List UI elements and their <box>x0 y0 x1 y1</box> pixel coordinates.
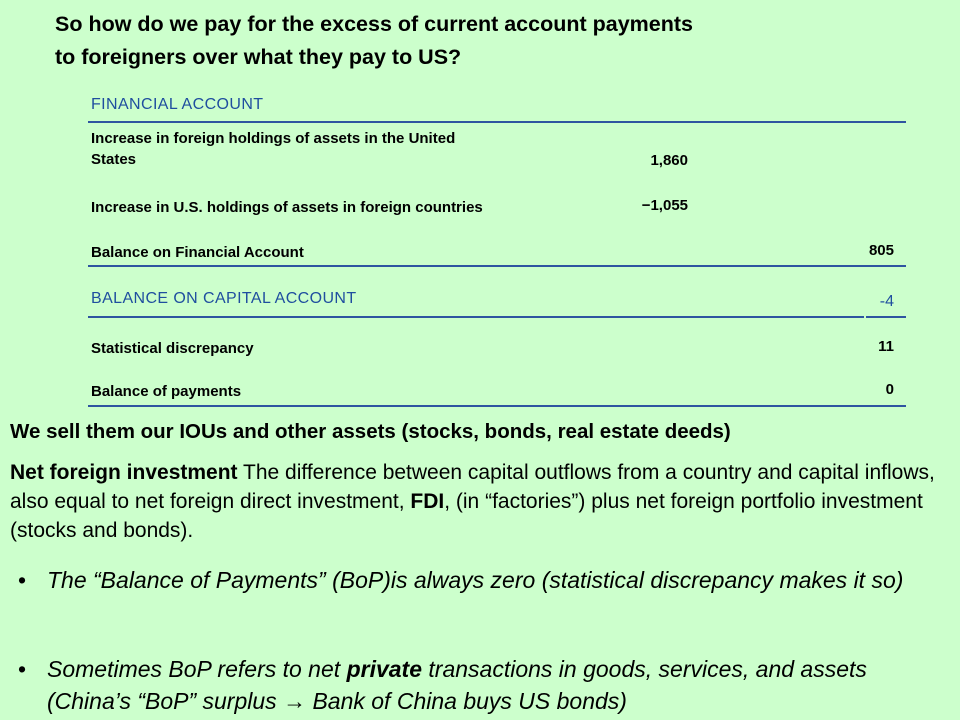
table-row-value: −1,055 <box>641 197 688 214</box>
bullet-dot: • <box>18 567 27 593</box>
bullet-text-part: Sometimes BoP refers to net <box>47 656 347 682</box>
row-label-line: Increase in foreign holdings of assets in the United <box>91 130 456 147</box>
table-rule <box>88 121 906 123</box>
table-row-value: 805 <box>868 242 894 259</box>
nfi-definition-part: The difference between capital outflows from a country and capital inflows, also equal to net foreign direct investment, <box>10 461 935 513</box>
table-rule <box>866 316 906 318</box>
table-row-value: 0 <box>885 381 894 398</box>
bullet-text <box>47 653 947 717</box>
net-foreign-investment-definition <box>10 458 950 545</box>
bullet-text: The “Balance of Payments” (BoP)is always zero (statistical discrepancy makes it so) <box>47 567 904 593</box>
table-rule <box>88 265 906 267</box>
bullet-text-part: transactions in goods, services, and assets (China’s “BoP” surplus <box>47 656 867 714</box>
bullet-text-part: Bank of China buys US bonds) <box>306 688 627 714</box>
bullet-dot: • <box>18 656 27 682</box>
table-row-value: 1,860 <box>650 152 688 169</box>
slide-title <box>55 8 935 74</box>
table-rule <box>88 316 864 318</box>
title-line-2: to foreigners over what they pay to US? <box>55 45 462 69</box>
nfi-definition-part: , (in “factories”) plus net foreign portfolio investment (stocks and bonds). <box>10 490 923 542</box>
capital-account-header: BALANCE ON CAPITAL ACCOUNT <box>91 290 357 307</box>
table-row-label <box>91 128 561 170</box>
iou-statement: We sell them our IOUs and other assets (stocks, bonds, real estate deeds) <box>10 420 731 443</box>
arrow-right-icon: → <box>283 688 307 714</box>
table-row-label: Statistical discrepancy <box>91 340 254 357</box>
title-line-1: So how do we pay for the excess of current account payments <box>55 12 693 36</box>
table-row-value: 11 <box>878 338 894 355</box>
row-label-line: States <box>91 151 137 168</box>
nfi-term: Net foreign investment <box>10 461 238 484</box>
bullet-item <box>10 653 950 719</box>
table-row-label: Balance of payments <box>91 383 242 400</box>
table-row-label: Increase in U.S. holdings of assets in foreign countries <box>91 199 483 216</box>
financial-account-header: FINANCIAL ACCOUNT <box>91 96 264 113</box>
private-emphasis: private <box>346 656 422 682</box>
table-row-label: Balance on Financial Account <box>91 244 304 261</box>
capital-account-value: -4 <box>879 293 894 310</box>
table-rule <box>88 405 906 407</box>
bullet-item <box>10 564 950 634</box>
fdi-term: FDI <box>410 490 445 513</box>
